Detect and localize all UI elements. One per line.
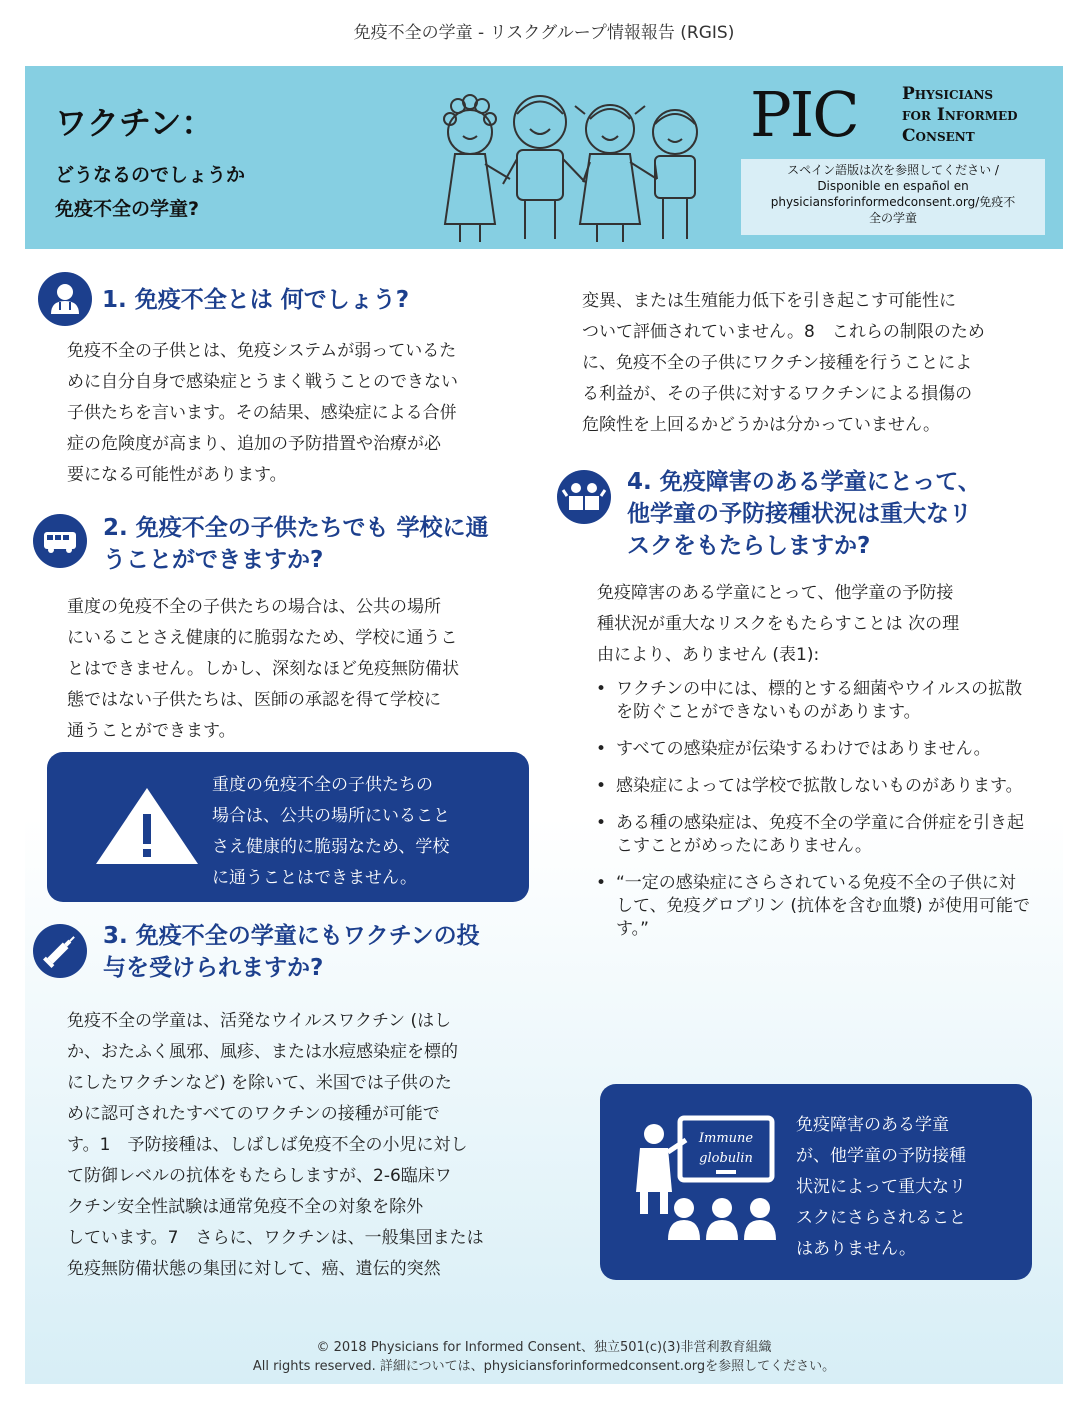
section2-line: 通うことができます。: [67, 721, 236, 741]
section1-line: 症の危険度が高まり、追加の予防措置や治療が必: [67, 434, 441, 454]
section3-line: クチン安全性試験は通常免疫不全の対象を除外: [67, 1197, 424, 1217]
warning-line: 場合は、公共の場所にいること: [212, 806, 450, 826]
school-bus-icon: [33, 514, 87, 568]
section1-line: 要になる可能性があります。: [67, 465, 287, 485]
list-item: • 感染症によっては学校で拡散しないものがあります。: [592, 775, 1032, 798]
banner-title: ワクチン：: [55, 104, 214, 142]
note-line2: Disponible en español en: [817, 179, 969, 193]
section2-line: とはできません。しかし、深刻なほど免疫無防備状: [67, 659, 460, 679]
teacher-callout: [600, 1084, 1032, 1280]
continuation-line: ついて評価されていません。8 これらの制限のため: [582, 322, 985, 342]
section3-continuation: [582, 286, 1052, 441]
section1-title: 1. 免疫不全とは 何でしょう?: [102, 287, 410, 313]
section4-title-line1: 4. 免疫障害のある学童にとって、: [627, 469, 981, 495]
banner-subtitle-line1: どうなるのでしょうか: [55, 164, 246, 186]
continuation-line: 危険性を上回るかどうかは分かっていません。: [582, 415, 941, 435]
section3-line: にしたワクチンなど) を除いて、米国では子供のた: [67, 1073, 452, 1093]
section4-title: [627, 466, 1047, 562]
warning-text: [212, 770, 512, 894]
list-item: • すべての感染症が伝染するわけではありません。: [592, 738, 1032, 761]
document-header: 免疫不全の学童 - リスクグループ情報報告 (RGIS): [353, 23, 735, 43]
board-line2: globulin: [699, 1151, 753, 1166]
section3-line: 免疫不全の学童は、活発なウイルスワクチン (はし: [67, 1011, 452, 1031]
logo-text-line2: for Informed: [902, 105, 1018, 125]
section4-line: 免疫障害のある学童にとって、他学童の予防接: [597, 583, 954, 603]
warning-line: 重度の免疫不全の子供たちの: [212, 775, 433, 795]
teacher-callout-line: スクにさらされること: [796, 1208, 966, 1228]
section2-title-line2: うことができますか?: [103, 547, 324, 573]
warning-line: さえ健康的に脆弱なため、学校: [212, 837, 450, 857]
board-line1: Immune: [698, 1131, 754, 1146]
section4-title-line2: 他学童の予防接種状況は重大なリ: [627, 501, 972, 527]
section1-line: めに自分自身で感染症とうまく戦うことのできない: [67, 372, 458, 392]
warning-icon: [92, 784, 202, 868]
warning-callout: [47, 752, 529, 902]
section4-body: [597, 578, 1047, 671]
list-item: • ワクチンの中には、標的とする細菌やウイルスの拡散を防ぐことができないものがあります。: [592, 678, 1032, 724]
section2-line: 態ではない子供たちは、医師の承認を得て学校に: [67, 690, 441, 710]
teacher-callout-line: 免疫障害のある学童: [796, 1115, 949, 1135]
logo-text-line1: Physicians: [902, 84, 994, 104]
footer-copyright: © 2018 Physicians for Informed Consent、独立501(c)(3)非営利教育組織: [316, 1340, 772, 1355]
section2-line: にいることさえ健康的に脆弱なため、学校に通うこ: [67, 628, 458, 648]
section3-line: 免疫無防備状態の集団に対して、癌、遺伝的突然: [67, 1259, 441, 1279]
classroom-icon: [622, 1112, 782, 1252]
section2-line: 重度の免疫不全の子供たちの場合は、公共の場所: [67, 597, 441, 617]
title-banner: [25, 66, 1063, 249]
section2-title: [103, 512, 543, 576]
logo-text-line3: Consent: [902, 126, 975, 146]
note-line3[interactable]: physiciansforinformedconsent.org/免疫不: [770, 195, 1016, 209]
section3-line: か、おたふく風邪、風疹、または水痘感染症を標的: [67, 1042, 458, 1062]
section4-line: 由により、ありません (表1):: [597, 645, 820, 665]
section4-line: 種状況が重大なリスクをもたらすことは 次の理: [597, 614, 960, 634]
teacher-callout-text: [796, 1110, 1016, 1265]
section3-line: しています。7 さらに、ワクチンは、一般集団または: [67, 1228, 484, 1248]
logo-mark: PIC: [750, 78, 858, 151]
continuation-line: に、免疫不全の子供にワクチン接種を行うことによ: [582, 353, 973, 373]
section1-body: [67, 336, 537, 491]
doctor-icon: [38, 272, 92, 326]
teacher-callout-line: が、他学童の予防接種: [796, 1146, 966, 1166]
section3-title-line2: 与を受けられますか?: [103, 955, 324, 981]
reasons-list: [592, 678, 1032, 955]
section1-line: 子供たちを言います。その結果、感染症による合併: [67, 403, 457, 423]
section3-title-line1: 3. 免疫不全の学童にもワクチンの投: [103, 923, 480, 949]
section4-title-line3: スクをもたらしますか?: [627, 533, 871, 559]
teacher-callout-line: はありません。: [796, 1239, 917, 1259]
section1-line: 免疫不全の子供とは、免疫システムが弱っているた: [67, 341, 457, 361]
section3-title: [103, 920, 543, 984]
pic-logo: [750, 78, 1050, 151]
list-item: • “一定の感染症にさらされている免疫不全の子供に対して、免疫グロブリン (抗体を含む血漿) が使用可能です。”: [592, 872, 1032, 941]
banner-subtitle-line2: 免疫不全の学童?: [55, 198, 200, 220]
warning-line: に通うことはできません。: [212, 868, 418, 888]
logo-text: [902, 84, 1018, 147]
banner-subtitle: [55, 158, 245, 226]
spanish-version-note: [741, 159, 1045, 235]
section3-line: て防御レベルの抗体をもたらしますが、2-6臨床ワ: [67, 1166, 452, 1186]
section3-body: [67, 1006, 537, 1285]
section2-title-line1: 2. 免疫不全の子供たちでも 学校に通: [103, 515, 489, 541]
teacher-callout-line: 状況によって重大なリ: [796, 1177, 966, 1197]
note-line1: スペイン語版は次を参照してください /: [787, 163, 999, 177]
syringe-icon: [33, 924, 87, 978]
footer-rights: All rights reserved. 詳細については、physiciansforinformedconsent.orgを参照してください。: [252, 1359, 836, 1374]
continuation-line: 変異、または生殖能力低下を引き起こす可能性に: [582, 291, 956, 311]
continuation-line: る利益が、その子供に対するワクチンによる損傷の: [582, 384, 973, 404]
children-icon: [557, 470, 611, 524]
section3-line: めに認可されたすべてのワクチンの接種が可能で: [67, 1104, 440, 1124]
children-illustration: [425, 84, 725, 246]
section2-body: [67, 592, 537, 747]
note-line4[interactable]: 全の学童: [868, 211, 917, 225]
list-item: • ある種の感染症は、免疫不全の学童に合併症を引き起こすことがめったにありません。: [592, 812, 1032, 858]
section3-line: す。1 予防接種は、しばしば免疫不全の小児に対し: [67, 1135, 468, 1155]
